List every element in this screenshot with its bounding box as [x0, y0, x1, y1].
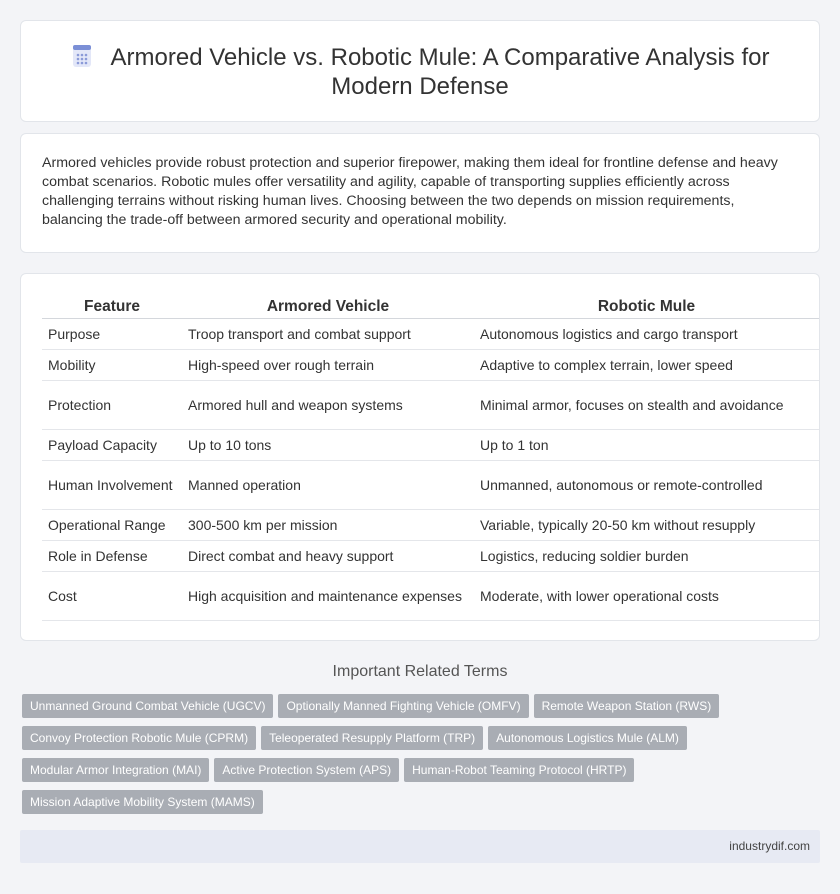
related-term-tag[interactable]: Modular Armor Integration (MAI): [22, 758, 209, 782]
title-line-1: Armored Vehicle vs. Robotic Mule: A Comparative Analysis for: [110, 44, 770, 71]
feature-cell: Role in Defense: [42, 541, 182, 572]
robotic-mule-cell: Variable, typically 20-50 km without resupply: [474, 510, 819, 541]
armored-vehicle-cell: Troop transport and combat support: [182, 319, 474, 350]
related-term-tag[interactable]: Unmanned Ground Combat Vehicle (UGCV): [22, 694, 273, 718]
armored-vehicle-cell: 300-500 km per mission: [182, 510, 474, 541]
robotic-mule-cell: Unmanned, autonomous or remote-controlled: [474, 461, 819, 510]
related-term-tag[interactable]: Mission Adaptive Mobility System (MAMS): [22, 790, 263, 814]
armored-vehicle-cell: Manned operation: [182, 461, 474, 510]
armored-vehicle-cell: Direct combat and heavy support: [182, 541, 474, 572]
armored-vehicle-cell: Armored hull and weapon systems: [182, 381, 474, 430]
page-title: [21, 43, 819, 101]
comparison-table: [42, 296, 819, 621]
feature-cell: Human Involvement: [42, 461, 182, 510]
document-icon: [71, 44, 93, 68]
feature-cell: Protection: [42, 381, 182, 430]
related-terms-title: Important Related Terms: [332, 663, 508, 680]
feature-cell: Operational Range: [42, 510, 182, 541]
table-row: [42, 319, 819, 350]
feature-cell: Payload Capacity: [42, 430, 182, 461]
feature-cell: Cost: [42, 572, 182, 621]
column-header-robotic-mule: Robotic Mule: [474, 296, 819, 319]
robotic-mule-cell: Autonomous logistics and cargo transport: [474, 319, 819, 350]
related-term-tag[interactable]: Remote Weapon Station (RWS): [534, 694, 720, 718]
footer-bar: [20, 830, 820, 863]
related-terms-list: [22, 694, 722, 822]
footer-site-link[interactable]: industrydif.com: [729, 839, 810, 853]
table-row: [42, 430, 819, 461]
table-row: [42, 381, 819, 430]
related-term-tag[interactable]: Optionally Manned Fighting Vehicle (OMFV): [278, 694, 528, 718]
related-term-tag[interactable]: Autonomous Logistics Mule (ALM): [488, 726, 687, 750]
robotic-mule-cell: Minimal armor, focuses on stealth and avoidance: [474, 381, 819, 430]
feature-cell: Mobility: [42, 350, 182, 381]
related-term-tag[interactable]: Convoy Protection Robotic Mule (CPRM): [22, 726, 256, 750]
armored-vehicle-cell: Up to 10 tons: [182, 430, 474, 461]
table-row: [42, 510, 819, 541]
table-row: [42, 541, 819, 572]
feature-cell: Purpose: [42, 319, 182, 350]
related-term-tag[interactable]: Teleoperated Resupply Platform (TRP): [261, 726, 483, 750]
column-header-armored-vehicle: Armored Vehicle: [182, 296, 474, 319]
column-header-feature: Feature: [42, 296, 182, 319]
table-row: [42, 461, 819, 510]
comparison-card: [20, 273, 820, 641]
table-header-row: [42, 296, 819, 319]
armored-vehicle-cell: High acquisition and maintenance expenses: [182, 572, 474, 621]
related-term-tag[interactable]: Human-Robot Teaming Protocol (HRTP): [404, 758, 634, 782]
intro-card: [20, 133, 820, 253]
table-row: [42, 572, 819, 621]
robotic-mule-cell: Logistics, reducing soldier burden: [474, 541, 819, 572]
robotic-mule-cell: Up to 1 ton: [474, 430, 819, 461]
intro-paragraph: Armored vehicles provide robust protection and superior firepower, making them ideal for frontline defense and heavy combat scenarios. Robotic mules offer versatility and agility, capable of transporting supplies efficiently across challenging terrains without risking human lives. Choosing between the two depends on mission requirements, balancing the trade-off between armored security and operational mobility.: [42, 155, 778, 228]
related-term-tag[interactable]: Active Protection System (APS): [214, 758, 399, 782]
armored-vehicle-cell: High-speed over rough terrain: [182, 350, 474, 381]
title-line-2: Modern Defense: [331, 73, 509, 100]
header-card: [20, 20, 820, 122]
robotic-mule-cell: Adaptive to complex terrain, lower speed: [474, 350, 819, 381]
robotic-mule-cell: Moderate, with lower operational costs: [474, 572, 819, 621]
table-row: [42, 350, 819, 381]
